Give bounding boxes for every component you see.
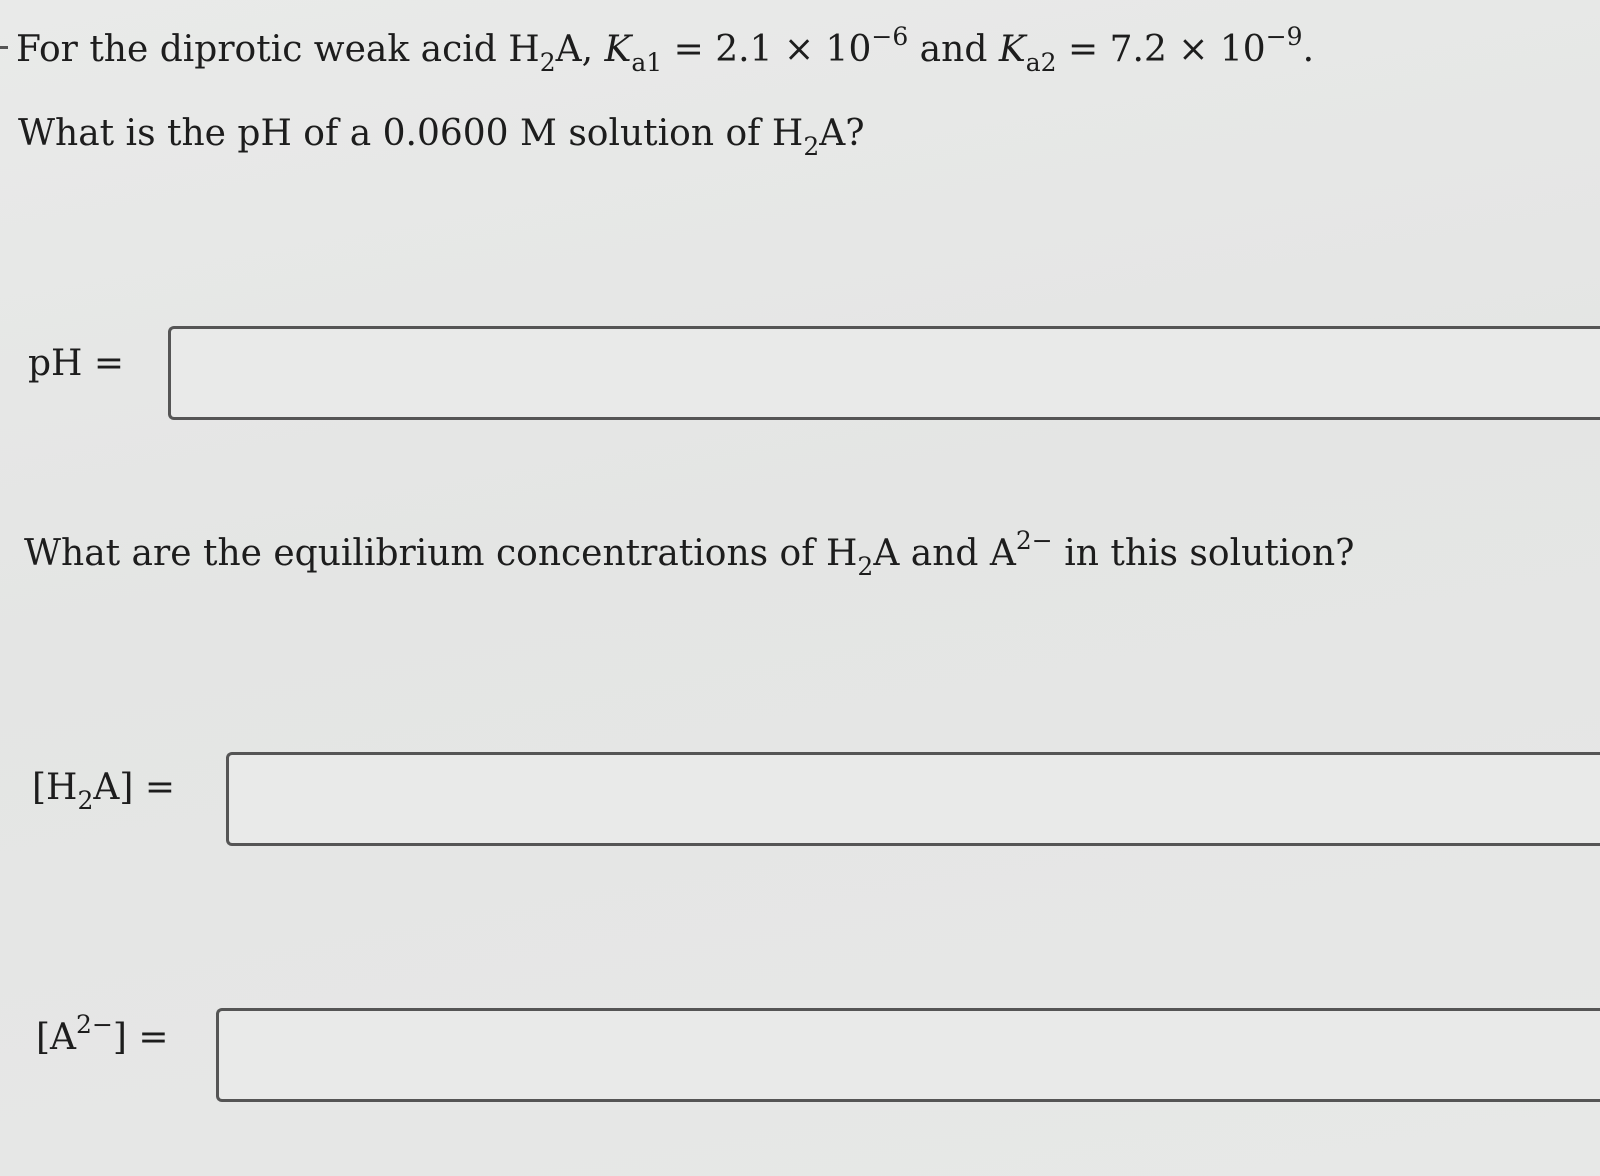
- h2a-concentration-label: $[H_2A]$ =: [32, 767, 176, 815]
- a2-concentration-label: $[A^{2-}]$ =: [36, 1010, 169, 1058]
- acid-constants-statement: For the diprotic weak acid $H_2A$, $K_{a1} = 2.1 \times 10^{-6}$ and $K_{a2} = 7.2 \times 10^{-9}$.: [16, 22, 1315, 77]
- ph-label: pH =: [28, 343, 125, 384]
- left-edge-mark: [0, 46, 8, 49]
- ph-answer-input[interactable]: [168, 326, 1600, 420]
- ph-question: What is the pH of a 0.0600 M solution of $H_2A$?: [18, 113, 865, 161]
- concentrations-question: What are the equilibrium concentrations of $H_2A$ and $A^{2-}$ in this solution?: [24, 526, 1355, 581]
- a2-concentration-input[interactable]: [216, 1008, 1600, 1102]
- h2a-concentration-input[interactable]: [226, 752, 1600, 846]
